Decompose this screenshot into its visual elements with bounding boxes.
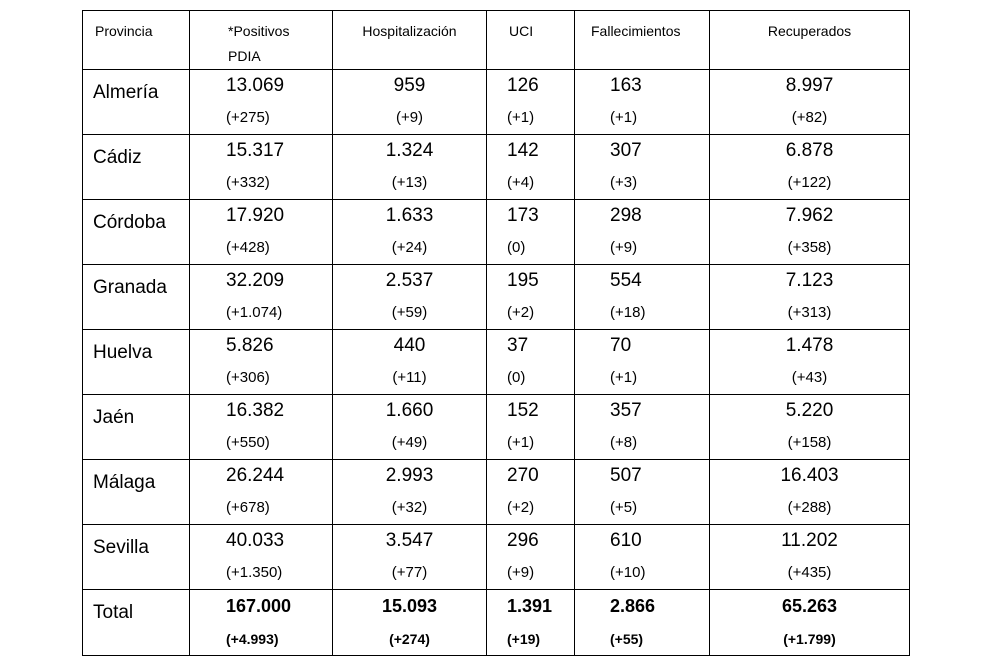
fallecimientos-cell: 2.866 (+55) [575, 590, 710, 656]
uci-cell: 152 (+1) [487, 395, 575, 460]
uci-cell: 1.391 (+19) [487, 590, 575, 656]
positivos-cell: 167.000 (+4.993) [190, 590, 333, 656]
hospitalizacion-cell: 3.547 (+77) [333, 525, 487, 590]
uci-cell: 126 (+1) [487, 70, 575, 135]
uci-cell: 173 (0) [487, 200, 575, 265]
recuperados-cell: 11.202 (+435) [710, 525, 910, 590]
fallecimientos-cell: 298 (+9) [575, 200, 710, 265]
fallecimientos-cell: 507 (+5) [575, 460, 710, 525]
recuperados-cell: 7.123 (+313) [710, 265, 910, 330]
table-row [83, 460, 910, 525]
provincia-cell: Total [83, 590, 190, 656]
header-uci: UCI [487, 11, 575, 70]
hospitalizacion-cell: 1.660 (+49) [333, 395, 487, 460]
provincia-cell: Córdoba [83, 200, 190, 265]
uci-cell: 270 (+2) [487, 460, 575, 525]
header-provincia: Provincia [83, 11, 190, 70]
covid-province-table [82, 10, 910, 656]
recuperados-cell: 16.403 (+288) [710, 460, 910, 525]
positivos-cell: 16.382 (+550) [190, 395, 333, 460]
table-row [83, 265, 910, 330]
table-row [83, 70, 910, 135]
fallecimientos-cell: 70 (+1) [575, 330, 710, 395]
hospitalizacion-cell: 959 (+9) [333, 70, 487, 135]
positivos-cell: 26.244 (+678) [190, 460, 333, 525]
header-recuperados: Recuperados [710, 11, 910, 70]
uci-cell: 296 (+9) [487, 525, 575, 590]
header-hospitalizacion: Hospitalización [333, 11, 487, 70]
hospitalizacion-cell: 1.324 (+13) [333, 135, 487, 200]
positivos-cell: 13.069 (+275) [190, 70, 333, 135]
hospitalizacion-cell: 440 (+11) [333, 330, 487, 395]
uci-cell: 195 (+2) [487, 265, 575, 330]
uci-cell: 142 (+4) [487, 135, 575, 200]
header-row [83, 11, 910, 70]
hospitalizacion-cell: 2.537 (+59) [333, 265, 487, 330]
provincia-cell: Jaén [83, 395, 190, 460]
header-fallecimientos: Fallecimientos [575, 11, 710, 70]
provincia-cell: Granada [83, 265, 190, 330]
fallecimientos-cell: 554 (+18) [575, 265, 710, 330]
provincia-cell: Cádiz [83, 135, 190, 200]
fallecimientos-cell: 163 (+1) [575, 70, 710, 135]
fallecimientos-cell: 307 (+3) [575, 135, 710, 200]
table-row [83, 330, 910, 395]
recuperados-cell: 1.478 (+43) [710, 330, 910, 395]
table-row [83, 395, 910, 460]
fallecimientos-cell: 610 (+10) [575, 525, 710, 590]
table-row [83, 525, 910, 590]
provincia-cell: Sevilla [83, 525, 190, 590]
provincia-cell: Huelva [83, 330, 190, 395]
positivos-cell: 40.033 (+1.350) [190, 525, 333, 590]
positivos-cell: 5.826 (+306) [190, 330, 333, 395]
table-row [83, 200, 910, 265]
recuperados-cell: 6.878 (+122) [710, 135, 910, 200]
hospitalizacion-cell: 2.993 (+32) [333, 460, 487, 525]
recuperados-cell: 5.220 (+158) [710, 395, 910, 460]
recuperados-cell: 7.962 (+358) [710, 200, 910, 265]
recuperados-cell: 65.263 (+1.799) [710, 590, 910, 656]
provincia-cell: Málaga [83, 460, 190, 525]
total-row [83, 590, 910, 656]
positivos-cell: 15.317 (+332) [190, 135, 333, 200]
table-row [83, 135, 910, 200]
positivos-cell: 17.920 (+428) [190, 200, 333, 265]
hospitalizacion-cell: 1.633 (+24) [333, 200, 487, 265]
positivos-cell: 32.209 (+1.074) [190, 265, 333, 330]
provincia-cell: Almería [83, 70, 190, 135]
fallecimientos-cell: 357 (+8) [575, 395, 710, 460]
recuperados-cell: 8.997 (+82) [710, 70, 910, 135]
uci-cell: 37 (0) [487, 330, 575, 395]
header-positivos: *Positivos PDIA [190, 11, 333, 70]
hospitalizacion-cell: 15.093 (+274) [333, 590, 487, 656]
